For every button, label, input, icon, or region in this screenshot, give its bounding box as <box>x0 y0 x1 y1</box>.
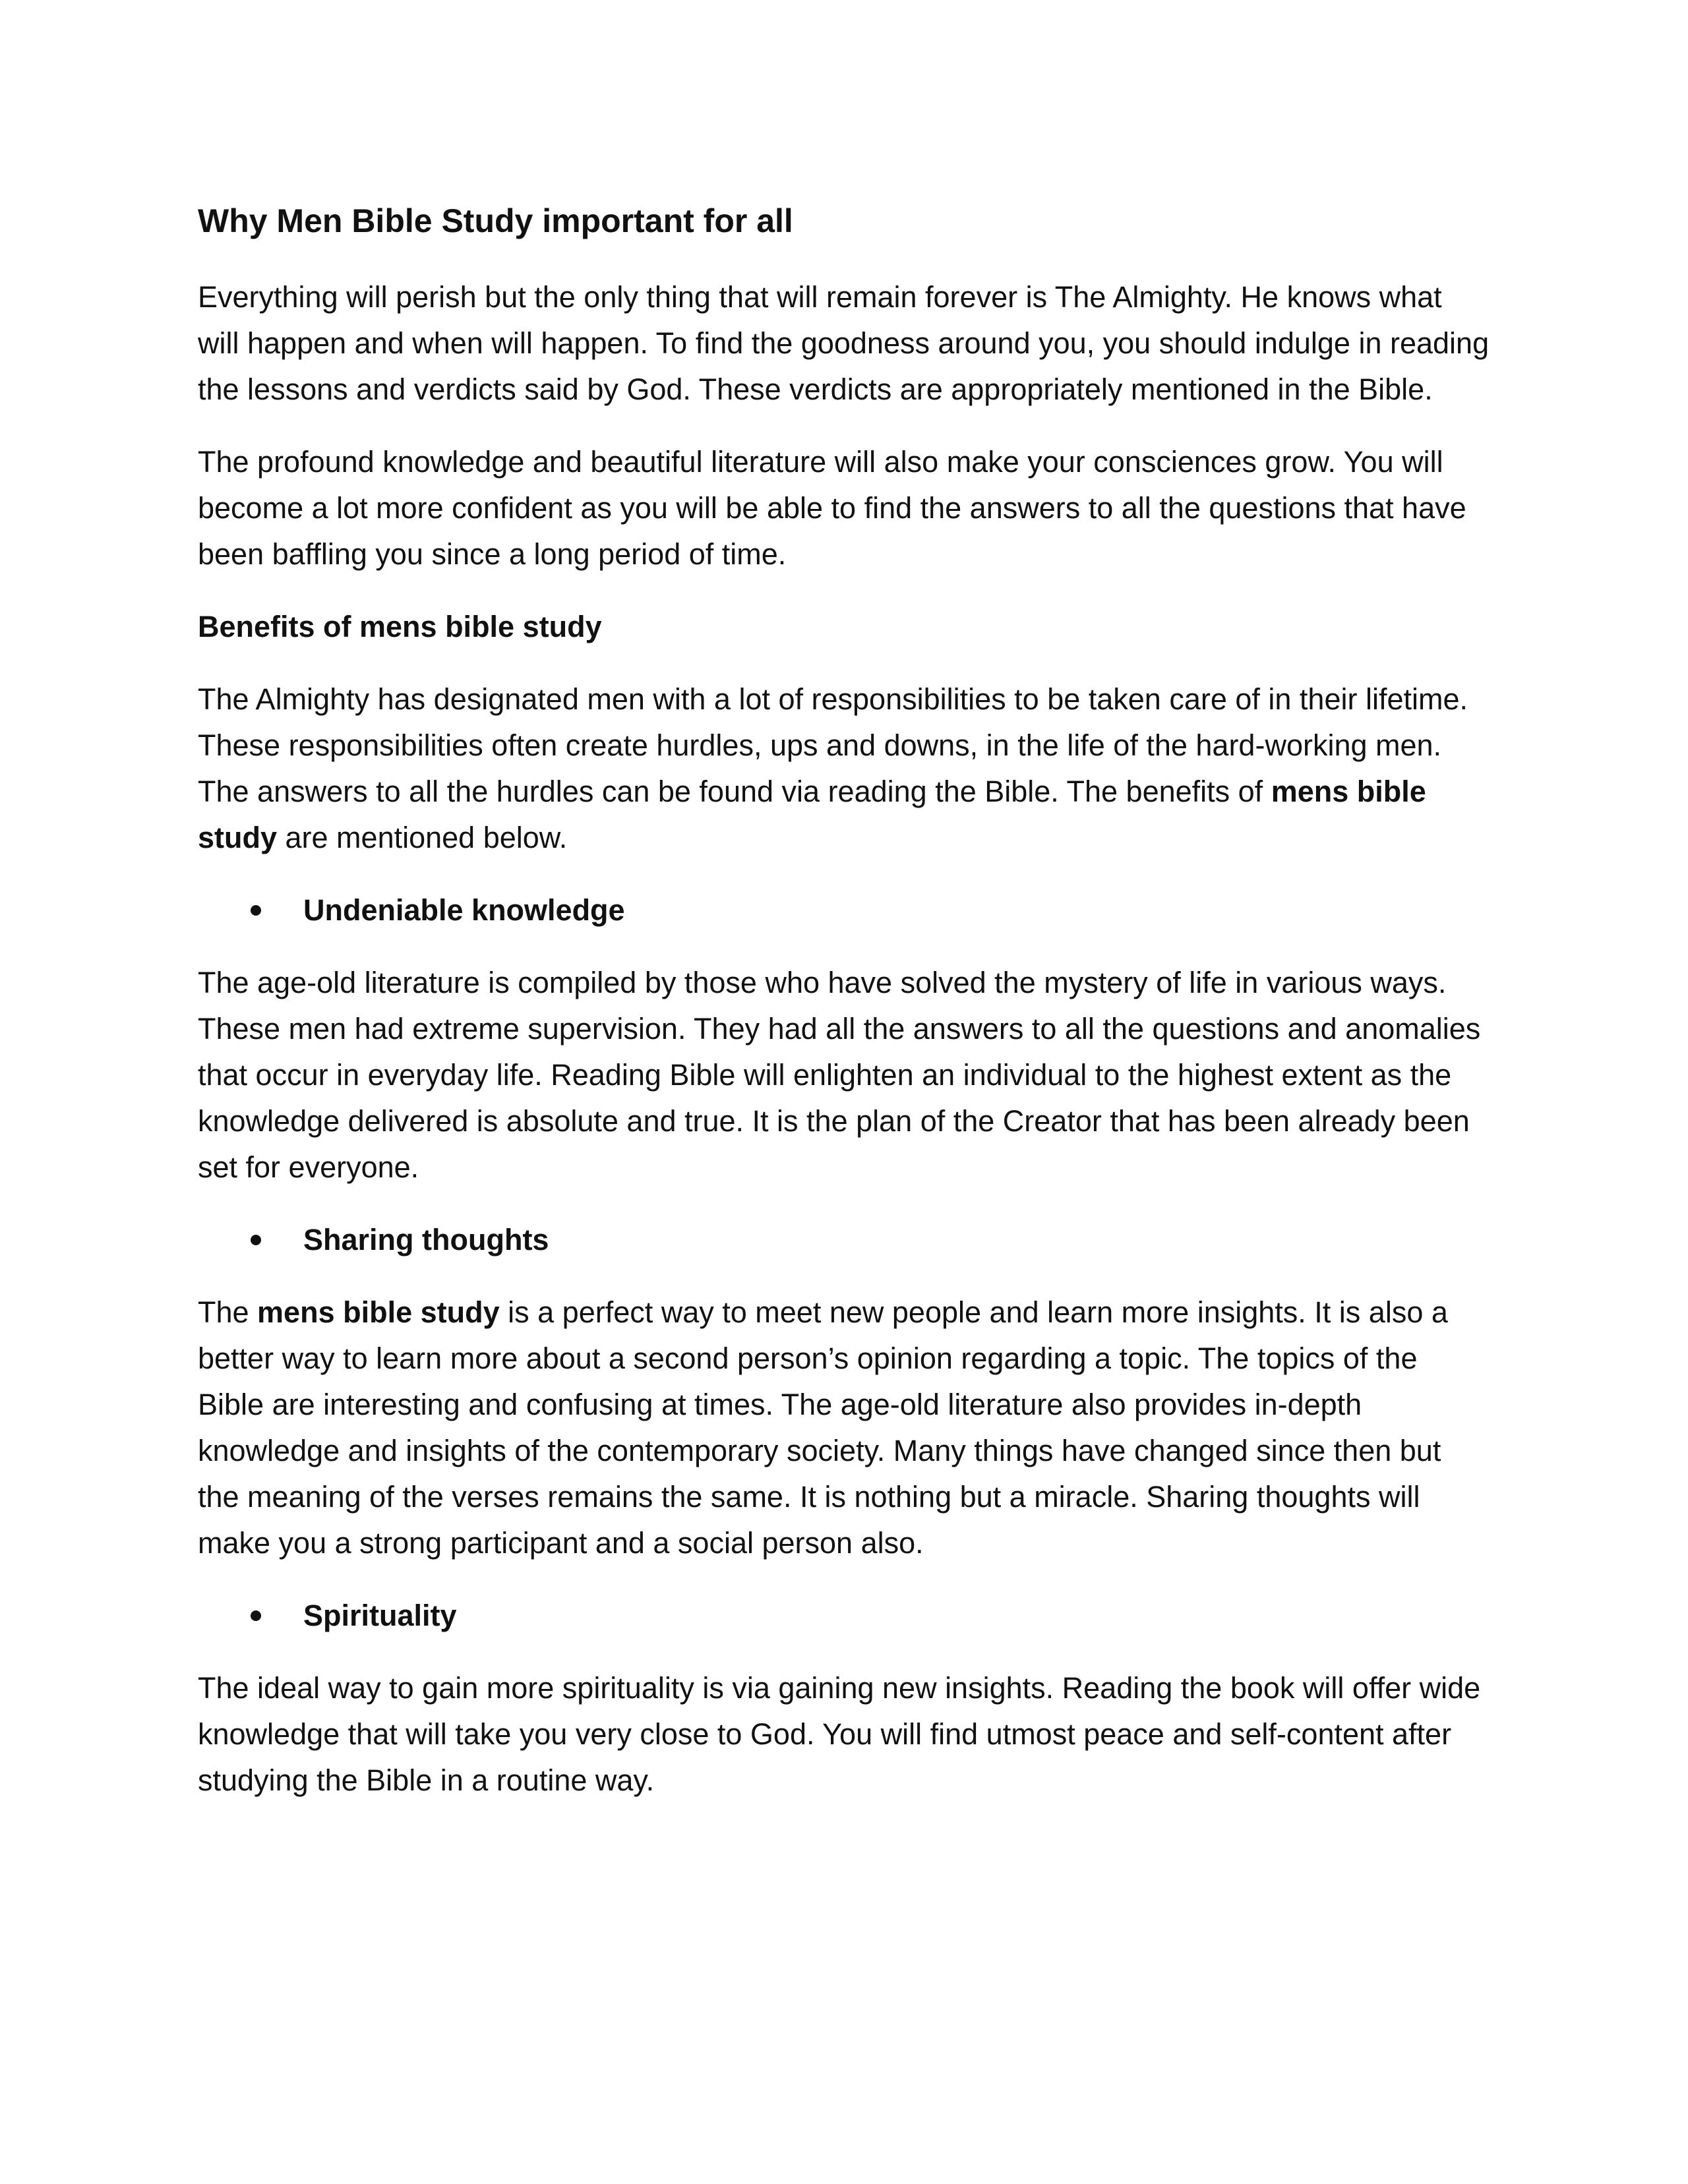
bullet-dot-icon <box>251 1610 261 1621</box>
bullet-label-sharing: Sharing thoughts <box>303 1223 549 1256</box>
sharing-text-start: The <box>198 1295 258 1329</box>
sharing-keyword: mens bible study <box>257 1295 500 1329</box>
bullet-item-spirituality <box>198 1593 1490 1639</box>
spirituality-paragraph: The ideal way to gain more spirituality is via gaining new insights. Reading the book will offer wide knowledge that will take you very close to God. You will find utmost peace and self-content after studying the Bible in a routine way. <box>198 1671 1481 1797</box>
intro-paragraph-1: Everything will perish but the only thing that will remain forever is The Almighty. He knows what will happen and when will happen. To find the goodness around you, you should indulge in reading the lessons and verdicts said by God. These verdicts are appropriately mentioned in the Bible. <box>198 280 1490 406</box>
bullet-item-knowledge <box>198 887 1490 933</box>
document-title: Why Men Bible Study important for all <box>198 202 793 239</box>
bullet-label-spirituality: Spirituality <box>303 1599 457 1632</box>
knowledge-paragraph: The age-old literature is compiled by those who have solved the mystery of life in various ways. These men had extreme supervision. They had all the answers to all the questions and anomalies that occur in everyday life. Reading Bible will enlighten an individual to the highest extent as the knowledge delivered is absolute and true. It is the plan of the Creator that has been already been set for everyone. <box>198 966 1481 1184</box>
bullet-item-sharing <box>198 1217 1490 1263</box>
sharing-text-end: is a perfect way to meet new people and learn more insights. It is also a better way to learn more about a second person’s opinion regarding a topic. The topics of the Bible are interesting and confusing at times. The age-old literature also provides in-depth knowledge and insights of the contemporary society. Many things have changed since then but the meaning of the verses remains the same. It is nothing but a miracle. Sharing thoughts will make you a strong participant and a social person also. <box>198 1295 1448 1560</box>
bullet-label-knowledge: Undeniable knowledge <box>303 893 625 927</box>
benefits-paragraph <box>198 676 1490 861</box>
benefits-text-end: are mentioned below. <box>277 821 568 854</box>
bullet-dot-icon <box>251 905 261 916</box>
bullet-dot-icon <box>251 1235 261 1245</box>
document-content <box>198 198 1490 1830</box>
benefits-keyword: mens bible study <box>198 775 1426 854</box>
benefits-text-start: The Almighty has designated men with a lot of responsibilities to be taken care of in their lifetime. These responsibilities often create hurdles, ups and downs, in the life of the hard-working men. The answers to all the hurdles can be found via reading the Bible. The benefits of <box>198 682 1468 808</box>
sharing-paragraph <box>198 1289 1490 1566</box>
intro-paragraph-2: The profound knowledge and beautiful literature will also make your consciences grow. You will become a lot more confident as you will be able to find the answers to all the questions that have been baffling you since a long period of time. <box>198 445 1466 571</box>
benefits-heading: Benefits of mens bible study <box>198 610 602 643</box>
